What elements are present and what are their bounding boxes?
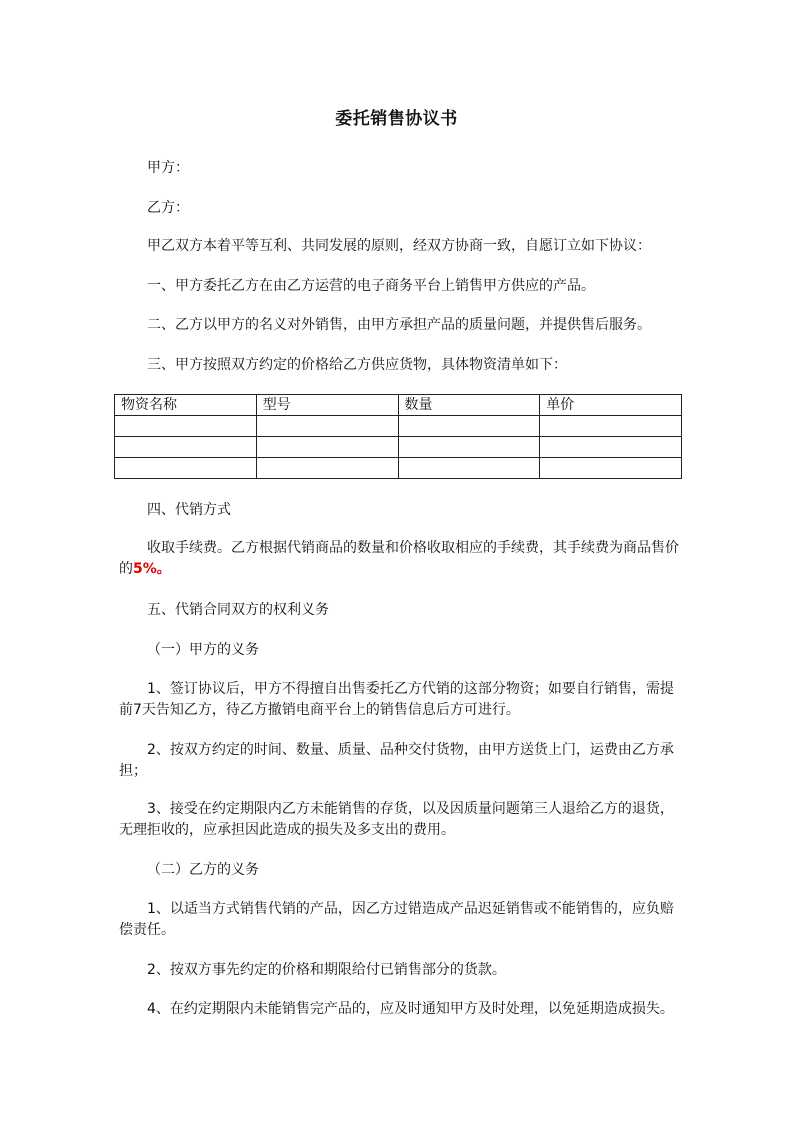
table-header-cell: 物资名称 <box>115 395 257 416</box>
a-duty-2: 2、按双方约定的时间、数量、质量、品种交付货物，由甲方送货上门，运费由乙方承担； <box>119 742 674 779</box>
b-duties-heading: （二）乙方的义务 <box>147 862 259 878</box>
table-row <box>115 416 682 437</box>
clause-5: 五、代销合同双方的权利义务 <box>147 602 329 618</box>
intro-paragraph: 甲乙双方本着平等互利、共同发展的原则，经双方协商一致，自愿订立如下协议： <box>147 238 651 254</box>
clause-3: 三、甲方按照双方约定的价格给乙方供应货物，具体物资清单如下： <box>147 357 567 373</box>
clause-1: 一、甲方委托乙方在由乙方运营的电子商务平台上销售甲方供应的产品。 <box>147 278 595 294</box>
a-duties-heading: （一）甲方的义务 <box>147 642 259 658</box>
table-cell <box>256 458 398 479</box>
a-duty-3: 3、接受在约定期限内乙方未能销售的存货，以及因质量问题第三人退给乙方的退货，无理拒收的，应承担因此造成的损失及多支出的费用。 <box>119 801 674 838</box>
table-cell <box>398 416 540 437</box>
table-cell <box>398 458 540 479</box>
table-cell <box>398 437 540 458</box>
fee-text: 收取手续费。乙方根据代销商品的数量和价格收取相应的手续费，其手续费为商品售价的 <box>119 540 679 577</box>
table-cell <box>115 458 257 479</box>
table-cell <box>115 416 257 437</box>
b-duty-2: 2、按双方事先约定的价格和期限给付已销售部分的货款。 <box>147 962 506 978</box>
table-cell <box>540 437 682 458</box>
table-header-cell: 型号 <box>256 395 398 416</box>
table-cell <box>256 437 398 458</box>
goods-table <box>114 394 682 479</box>
table-header-cell: 单价 <box>540 395 682 416</box>
fee-rate: 5%。 <box>133 561 171 577</box>
table-cell <box>540 458 682 479</box>
table-row <box>115 437 682 458</box>
fee-paragraph <box>119 538 679 580</box>
table-cell <box>115 437 257 458</box>
clause-2: 二、乙方以甲方的名义对外销售，由甲方承担产品的质量问题，并提供售后服务。 <box>147 317 651 333</box>
table-row <box>115 458 682 479</box>
clause-4: 四、代销方式 <box>147 502 231 518</box>
table-cell <box>256 416 398 437</box>
party-a-label: 甲方： <box>147 160 189 176</box>
table-header-cell: 数量 <box>398 395 540 416</box>
document-title: 委托销售协议书 <box>335 109 458 129</box>
a-duty-1: 1、签订协议后，甲方不得擅自出售委托乙方代销的这部分物资；如要自行销售，需提前7天告知乙方，待乙方撤销电商平台上的销售信息后方可进行。 <box>119 681 674 718</box>
party-b-label: 乙方： <box>147 200 189 216</box>
b-duty-1: 1、以适当方式销售代销的产品，因乙方过错造成产品迟延销售或不能销售的，应负赔偿责任。 <box>119 901 674 938</box>
table-header-row <box>115 395 682 416</box>
b-duty-4: 4、在约定期限内未能销售完产品的，应及时通知甲方及时处理，以免延期造成损失。 <box>147 1001 674 1017</box>
table-cell <box>540 416 682 437</box>
